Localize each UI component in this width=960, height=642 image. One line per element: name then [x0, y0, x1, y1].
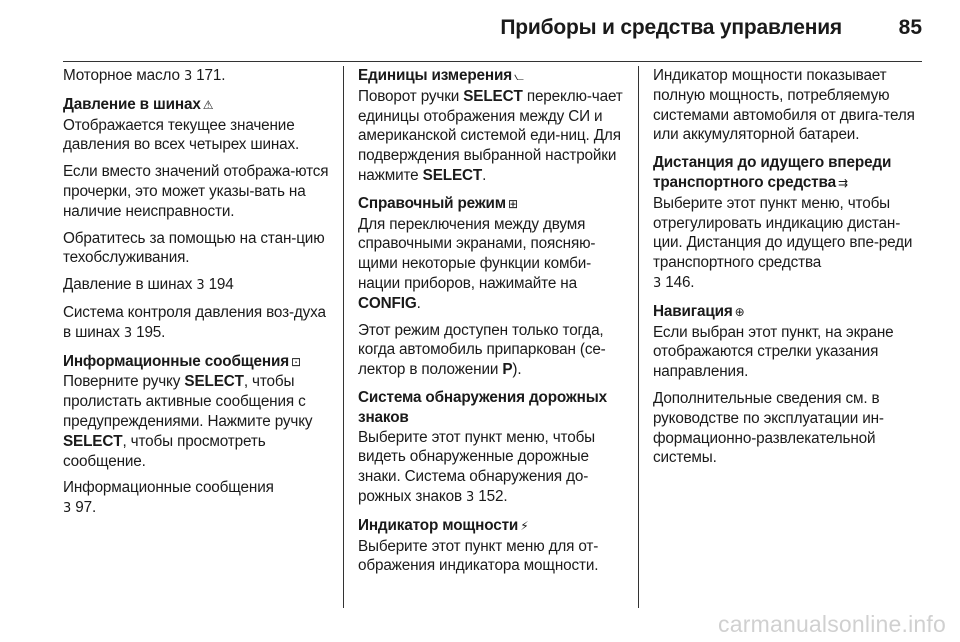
page-title: Приборы и средства управления — [500, 16, 842, 39]
section-heading: Дистанция до идущего впереди транспортного средства ⇉ — [653, 153, 928, 194]
tire-pressure-icon: ⚠ — [202, 97, 214, 112]
select-knob-label: SELECT — [422, 166, 483, 184]
section-service-mode — [358, 194, 630, 380]
column-1 — [63, 66, 335, 606]
page-reference[interactable]: 194 — [208, 276, 234, 294]
config-button-label: CONFIG — [358, 294, 417, 312]
column-divider-2 — [638, 66, 639, 608]
page-ref-arrow-icon: 3 — [466, 489, 475, 505]
navigation-icon: ⊕ — [734, 304, 745, 319]
paragraph: Этот режим доступен только тогда, когда автомобиль припаркован (се-лектор в положении P). — [358, 321, 606, 379]
page-ref-arrow-icon: 3 — [196, 278, 205, 294]
paragraph: Дополнительные сведения см. в руководстве по эксплуатации ин-формационно-развлекательной системы. — [653, 389, 884, 467]
section-heading: Индикатор мощности ⚡ — [358, 516, 630, 537]
page-number: 85 — [898, 16, 922, 39]
section-heading: Система обнаружения дорожных знаков — [358, 388, 607, 426]
paragraph: Выберите этот пункт меню, чтобы отрегулировать индикацию дистан-ции. Дистанция до идущего впе-реди транспортного средства 3 146. — [653, 194, 913, 291]
section-following-distance — [653, 153, 928, 294]
paragraph: Если выбран этот пункт, на экране отображаются стрелки указания направления. — [653, 323, 894, 381]
page-ref-arrow-icon: 3 — [653, 275, 662, 291]
column-2 — [358, 66, 630, 606]
section-tire-pressure — [63, 95, 335, 344]
column-divider-1 — [343, 66, 344, 608]
section-info-messages — [63, 352, 335, 519]
watermark: carmanualsonline.info — [718, 611, 946, 637]
page-reference[interactable]: 152. — [478, 487, 508, 505]
paragraph: Информационные сообщения 3 97. — [63, 479, 274, 517]
page-reference[interactable]: 171. — [196, 67, 226, 84]
section-heading: Информационные сообщения ⊡ — [63, 352, 335, 373]
page-ref-arrow-icon: 3 — [123, 325, 132, 341]
service-mode-icon: ⊞ — [507, 196, 518, 211]
paragraph: Индикатор мощности показывает полную мощность, потребляемую системами автомобиля от двига-теля или аккумуляторной батареи. — [653, 67, 915, 144]
header-divider — [63, 61, 922, 62]
page-reference[interactable]: 146. — [665, 273, 695, 291]
paragraph: Поверните ручку SELECT, чтобы пролистать активные сообщения с предупреждениями. Нажмите ручку SELECT, чтобы просмотреть сообщение. — [63, 373, 313, 470]
paragraph: Моторное масло 3 171. — [63, 67, 226, 84]
select-knob-label: SELECT — [184, 373, 244, 391]
units-icon: ⦦ — [514, 69, 524, 83]
paragraph: Давление в шинах 3 194 — [63, 276, 234, 294]
select-knob-label: SELECT — [463, 87, 523, 105]
paragraph: Поворот ручки SELECT переклю-чает единицы отображения между СИ и американской системой еди-ниц. Для подверждения выбранной настройки нажмите SELECT. — [358, 87, 623, 184]
following-distance-icon: ⇉ — [837, 175, 848, 190]
paragraph: Выберите этот пункт меню, чтобы видеть обнаруженные дорожные знаки. Система обнаружения до-рожных знаков 3 152. — [358, 428, 596, 505]
page-ref-arrow-icon: 3 — [63, 501, 72, 517]
paragraph: Если вместо значений отобража-ются прочерки, это может указы-вать на наличие неисправности. — [63, 163, 329, 220]
section-power-indicator — [358, 516, 630, 576]
paragraph: Выберите этот пункт меню для от-ображения индикатора мощности. — [358, 537, 599, 575]
power-indicator-icon: ⚡ — [520, 518, 529, 533]
page-reference[interactable]: 97. — [75, 499, 97, 517]
park-position-label: P — [502, 361, 513, 379]
section-traffic-sign — [358, 388, 630, 508]
section-navigation — [653, 302, 928, 468]
page-reference[interactable]: 195. — [136, 323, 166, 341]
section-heading: Единицы измерения ⦦ — [358, 66, 630, 87]
section-power-intro — [653, 66, 928, 145]
select-knob-label: SELECT — [63, 432, 123, 450]
column-3 — [653, 66, 928, 606]
section-heading: Давление в шинах ⚠ — [63, 95, 335, 116]
paragraph: Обратитесь за помощью на стан-цию техобслуживания. — [63, 229, 325, 267]
section-engine-oil — [63, 66, 335, 87]
info-message-icon: ⊡ — [291, 354, 301, 369]
page-ref-arrow-icon: 3 — [183, 69, 193, 84]
paragraph: Система контроля давления воз-духа в шинах 3 195. — [63, 303, 326, 341]
section-heading: Навигация ⊕ — [653, 302, 928, 323]
paragraph: Для переключения между двумя справочными экранами, поясняю-щими некоторые функции комби-нации приборов, нажимайте на CONFIG. — [358, 215, 596, 312]
page-header — [0, 0, 960, 62]
section-units — [358, 66, 630, 186]
section-heading: Справочный режим ⊞ — [358, 194, 630, 215]
paragraph: Отображается текущее значение давления во всех четырех шинах. — [63, 116, 300, 154]
